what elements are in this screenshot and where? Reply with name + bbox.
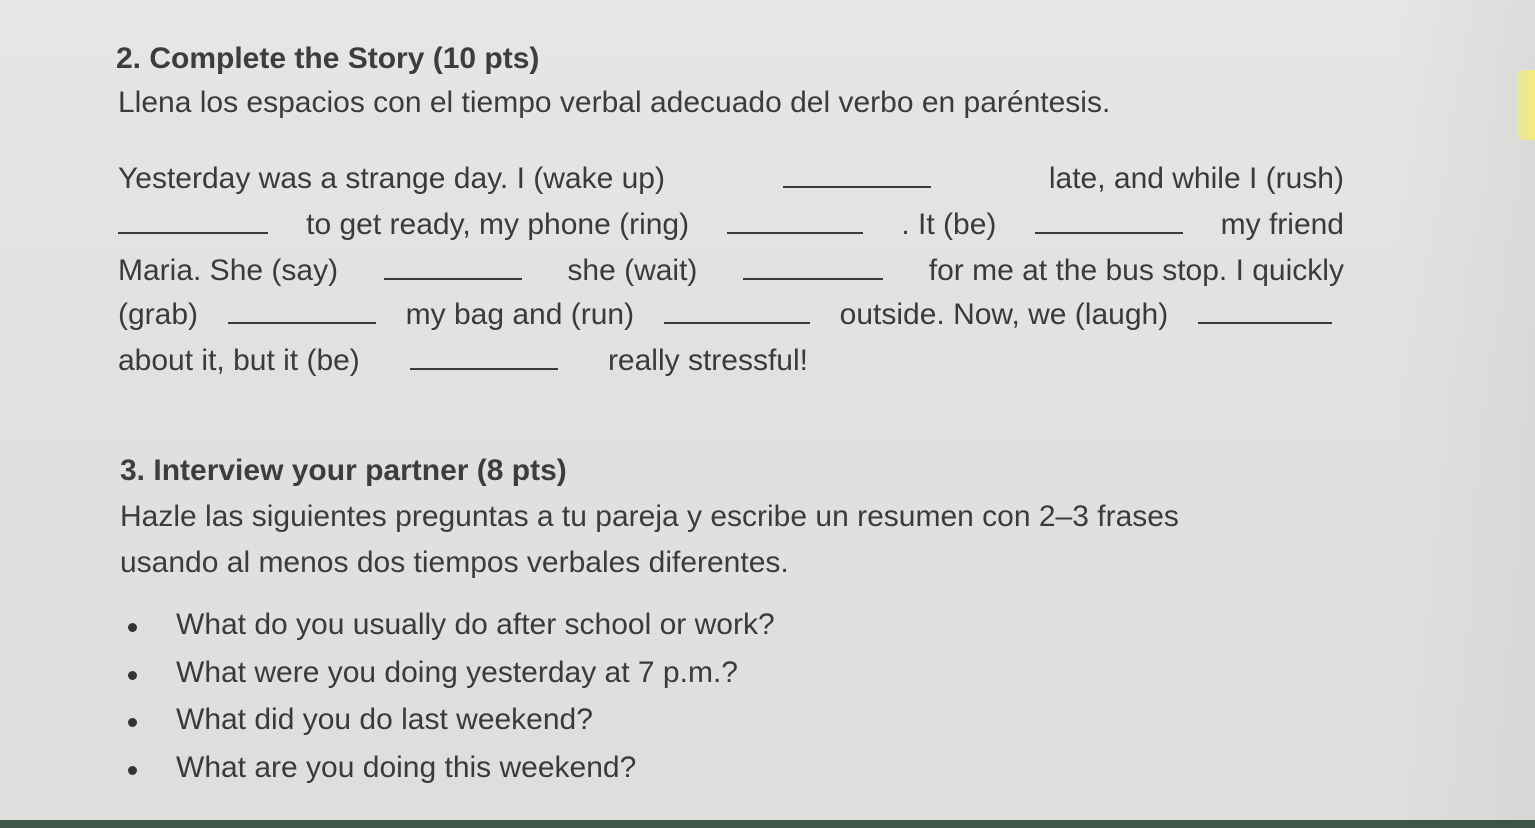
story-line-4 [118, 298, 1332, 332]
story-text: my friend [1220, 208, 1344, 241]
answer-blank[interactable] [783, 164, 931, 188]
bottom-edge-strip [0, 820, 1535, 828]
story-text: for me at the bus stop. I quickly [928, 254, 1344, 287]
story-text: Yesterday was a strange day. I (wake up) [118, 162, 665, 195]
story-text: . It (be) [901, 208, 997, 241]
yellow-sticky-tab [1517, 70, 1535, 140]
answer-blank[interactable] [228, 300, 376, 324]
story-text: Maria. She (say) [118, 254, 339, 287]
story-text: about it, but it (be) [118, 344, 360, 377]
answer-blank[interactable] [727, 210, 863, 234]
answer-blank[interactable] [118, 210, 268, 234]
answer-blank[interactable] [664, 300, 810, 324]
section-3-title: 3. Interview your partner (8 pts) [120, 454, 567, 487]
answer-blank[interactable] [410, 346, 558, 370]
story-text: (grab) [118, 298, 199, 331]
section-2-title: 2. Complete the Story (10 pts) [116, 42, 540, 75]
answer-blank[interactable] [743, 256, 883, 280]
question-text: What were you doing yesterday at 7 p.m.? [176, 655, 738, 689]
bullet-icon [128, 718, 137, 727]
story-text: my bag and (run) [405, 298, 635, 331]
story-text: outside. Now, we (laugh) [839, 298, 1169, 331]
section-2-instructions: Llena los espacios con el tiempo verbal adecuado del verbo en paréntesis. [118, 86, 1111, 119]
answer-blank[interactable] [1198, 300, 1332, 324]
bullet-icon [128, 766, 137, 775]
story-line-3 [118, 254, 1344, 288]
question-text: What did you do last weekend? [176, 703, 593, 736]
answer-blank[interactable] [384, 256, 522, 280]
story-line-2 [118, 208, 1344, 242]
question-text: What are you doing this weekend? [176, 750, 637, 784]
question-text: What do you usually do after school or work? [176, 608, 775, 641]
story-line-5 [118, 344, 808, 378]
story-text: to get ready, my phone (ring) [306, 208, 690, 241]
story-text: really stressful! [607, 344, 808, 377]
story-text: she (wait) [567, 254, 698, 287]
section-3-instructions-line-1: Hazle las siguientes preguntas a tu pareja y escribe un resumen con 2–3 frases [120, 500, 1179, 533]
bullet-icon [128, 671, 137, 680]
story-line-1 [118, 162, 1344, 196]
answer-blank[interactable] [1035, 210, 1183, 234]
story-text: late, and while I (rush) [1048, 162, 1344, 195]
bullet-icon [128, 623, 137, 632]
page-shadow [1395, 0, 1535, 828]
section-3-instructions-line-2: usando al menos dos tiempos verbales diferentes. [120, 546, 789, 579]
